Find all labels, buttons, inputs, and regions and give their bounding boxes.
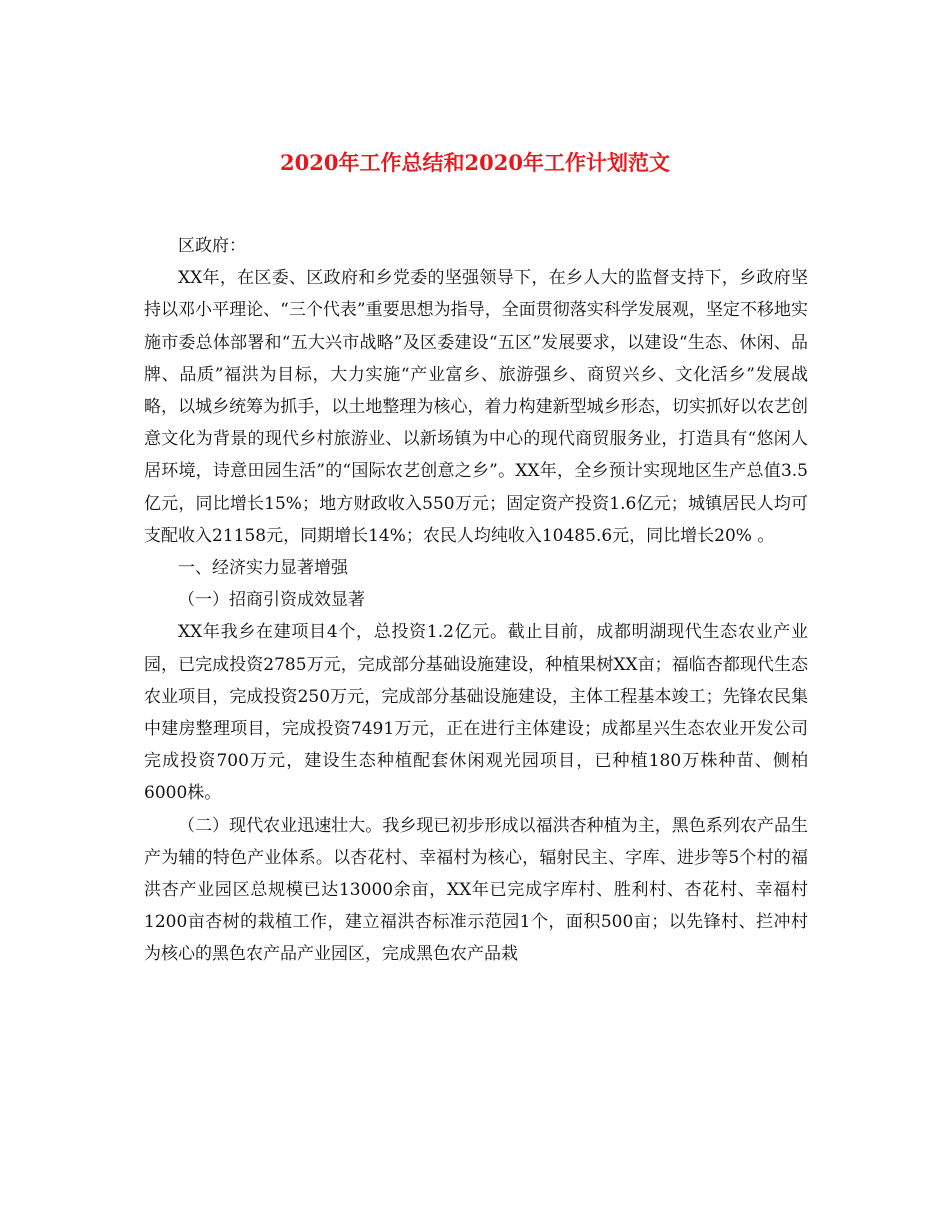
paragraph-agriculture: （二）现代农业迅速壮大。我乡现已初步形成以福洪杏种植为主，黑色系列农产品生产为辅的特色产业体系。以杏花村、幸福村为核心，辐射民主、字库、进步等5个村的福洪杏产业园区总规模已达13000余亩，XX年已完成字库村、胜利村、杏花村、幸福村1200亩杏树的栽植工作，建立福洪杏标准示范园1个，面积500亩；以先锋村、拦冲村为核心的黑色农产品产业园区，完成黑色农产品栽 [144,815,808,965]
document-body [144,230,808,971]
paragraph-investment: XX年我乡在建项目4个，总投资1.2亿元。截止目前，成都明湖现代生态农业产业园，已完成投资2785万元，完成部分基础设施建设，种植果树XX亩；福临杏都现代生态农业项目，完成投资250万元，完成部分基础设施建设，主体工程基本竣工；先锋农民集中建房整理项目，完成投资7491万元，正在进行主体建设；成都星兴生态农业开发公司完成投资700万元，建设生态种植配套休闲观光园项目，已种植180万株种苗、侧柏6000株。 [144,622,808,804]
subsection-heading: （一）招商引资成效显著 [178,590,365,611]
document-title: 2020年工作总结和2020年工作计划范文 [280,150,670,175]
paragraph-overview: XX年，在区委、区政府和乡党委的坚强领导下，在乡人大的监督支持下，乡政府坚持以邓小平理论、“三个代表”重要思想为指导，全面贯彻落实科学发展观，坚定不移地实施市委总体部署和“五大兴市战略”及区委建设“五区”发展要求，以建设“生态、休闲、品牌、品质”福洪为目标，大力实施“产业富乡、旅游强乡、商贸兴乡、文化活乡”发展战略，以城乡统筹为抓手，以土地整理为核心，着力构建新型城乡形态，切实抓好以农艺创意文化为背景的现代乡村旅游业、以新场镇为中心的现代商贸服务业，打造具有“悠闲人居环境，诗意田园生活”的“国际农艺创意之乡”。XX年，全乡预计实现地区生产总值3.5亿元，同比增长15%；地方财政收入550万元；固定资产投资1.6亿元；城镇居民人均可支配收入21158元，同期增长14%；农民人均纯收入10485.6元，同比增长20% 。 [144,268,808,546]
section-heading: 一、经济实力显著增强 [178,558,348,579]
salutation: 区政府： [178,236,246,256]
